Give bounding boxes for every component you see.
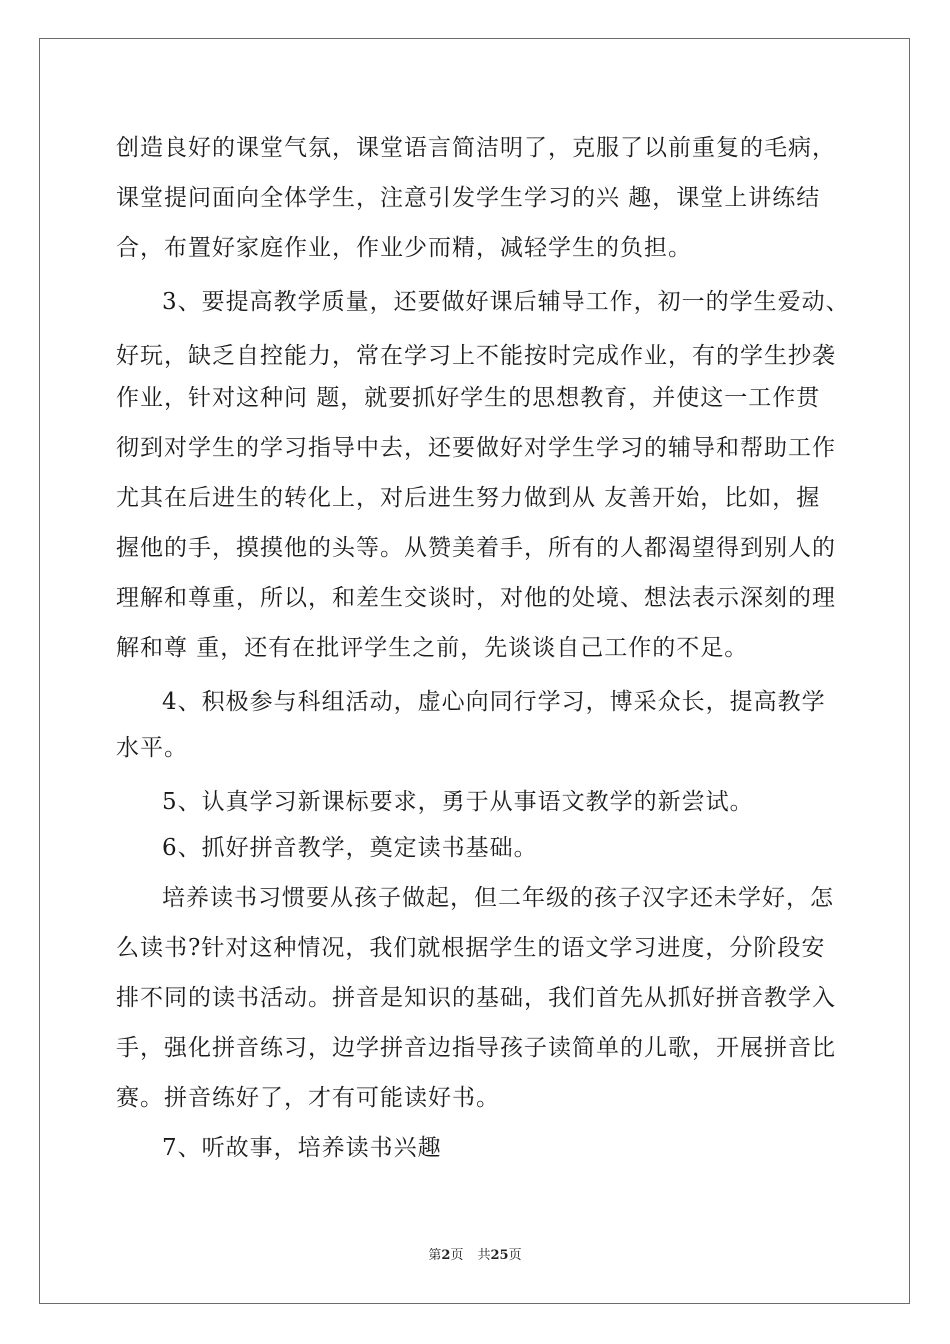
footer-total-prefix: 共 [477, 1248, 491, 1263]
text-line: 解和尊 重，还有在批评学生之前，先谈谈自己工作的不足。 [116, 635, 749, 661]
text-line: 作业，针对这种问 题，就要抓好学生的思想教育，并使这一工作贯 [116, 385, 821, 411]
text-line: 彻到对学生的学习指导中去，还要做好对学生学习的辅导和帮助工作 [116, 435, 836, 461]
text-line: 3、要提高教学质量，还要做好课后辅导工作，初一的学生爱动、 [162, 289, 850, 315]
footer-prefix: 第 [428, 1248, 442, 1263]
text-line: 理解和尊重，所以，和差生交谈时，对他的处境、想法表示深刻的理 [116, 585, 836, 611]
text-line: 课堂提问面向全体学生，注意引发学生学习的兴 趣，课堂上讲练结 [116, 185, 821, 211]
footer-page-suffix: 页 [450, 1248, 464, 1263]
text-line: 尤其在后进生的转化上，对后进生努力做到从 友善开始，比如，握 [116, 485, 821, 511]
text-line: 培养读书习惯要从孩子做起，但二年级的孩子汉字还未学好，怎 [162, 885, 834, 911]
text-line: 么读书?针对这种情况，我们就根据学生的语文学习进度，分阶段安 [116, 935, 826, 961]
footer-total-suffix: 页 [508, 1248, 522, 1263]
page-footer [0, 1247, 950, 1265]
text-line: 好玩，缺乏自控能力，常在学习上不能按时完成作业，有的学生抄袭 [116, 343, 836, 369]
text-line: 合，布置好家庭作业，作业少而精，减轻学生的负担。 [116, 235, 692, 261]
text-line: 4、积极参与科组活动，虚心向同行学习，博采众长，提高教学 [162, 689, 826, 715]
total-pages: 25 [490, 1248, 509, 1263]
page-border [39, 38, 910, 1304]
text-line: 握他的手，摸摸他的头等。从赞美着手，所有的人都渴望得到别人的 [116, 535, 836, 561]
text-line: 水平。 [116, 735, 188, 761]
text-line: 手，强化拼音练习，边学拼音边指导孩子读简单的儿歌，开展拼音比 [116, 1035, 836, 1061]
text-line: 创造良好的课堂气氛，课堂语言简洁明了，克服了以前重复的毛病， [116, 135, 836, 161]
text-line: 赛。拼音练好了，才有可能读好书。 [116, 1085, 500, 1111]
text-line: 排不同的读书活动。拼音是知识的基础，我们首先从抓好拼音教学入 [116, 985, 836, 1011]
page-number: 2 [441, 1248, 451, 1263]
text-line: 6、抓好拼音教学，奠定读书基础。 [162, 835, 538, 861]
text-line: 5、认真学习新课标要求，勇于从事语文教学的新尝试。 [162, 789, 754, 815]
text-line: 7、听故事，培养读书兴趣 [162, 1135, 442, 1161]
